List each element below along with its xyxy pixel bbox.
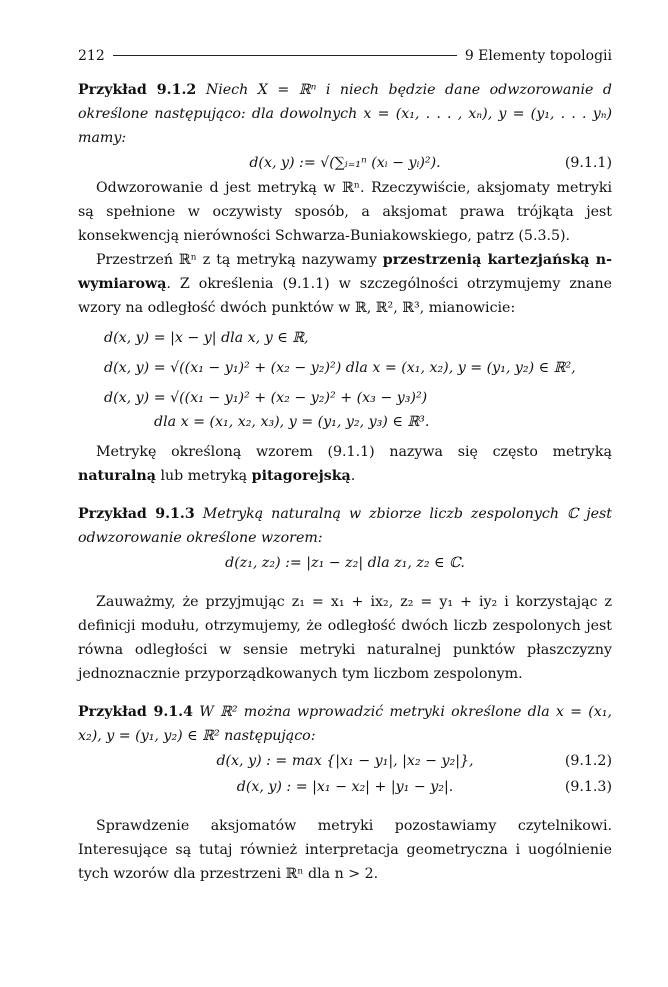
example-label: Przykład 9.1.2 — [78, 82, 197, 98]
equation-number: (9.1.1) — [564, 155, 612, 171]
equation: d(x, y) : = |x₁ − x₂| + |y₁ − y₂|. — [236, 779, 454, 795]
equation-number: (9.1.2) — [564, 753, 612, 769]
page — [78, 44, 612, 886]
example-statement: Niech X = ℝⁿ i niech będzie dane odwzorowanie d określone następująco: dla dowolnych x = (x₁, . . . , xₙ), y = (y₁, . . . yₙ) mamy: — [78, 82, 612, 146]
paragraph: Odwzorowanie d jest metryką w ℝⁿ. Rzeczywiście, aksjomaty metryki są spełnione w oczywisty sposób, a aksjomat prawa trójkąta jest konsekwencją nierówności Schwarza-Buniakowskiego, patrz (5.3.5). — [78, 180, 612, 244]
page-number: 212 — [78, 48, 105, 64]
equation-number: (9.1.3) — [564, 779, 612, 795]
text: . Z określenia (9.1.1) w szczególności otrzymujemy znane wzory na odległość dwóch punktów w ℝ, ℝ², ℝ³, mianowicie: — [78, 276, 612, 316]
equation-9-1-2 — [78, 748, 612, 774]
paragraph — [78, 248, 612, 320]
text: Metrykę określoną wzorem (9.1.1) nazywa się często metryką — [96, 444, 612, 460]
formula-r3: d(x, y) = √((x₁ − y₁)² + (x₂ − y₂)² + (x₃ − y₃)²) — [104, 390, 428, 406]
text: Przestrzeń ℝⁿ z tą metryką nazywamy — [96, 252, 383, 268]
bold-term: naturalną — [78, 468, 156, 484]
example-label: Przykład 9.1.3 — [78, 506, 195, 522]
paragraph — [78, 440, 612, 488]
paragraph: Sprawdzenie aksjomatów metryki pozostawiamy czytelnikowi. Interesujące są tutaj również interpretacja geometryczna i uogólnienie tych wzorów dla przestrzeni ℝⁿ dla n > 2. — [78, 818, 612, 882]
bold-term: przestrzenią kartezjańską n-wymiarową — [78, 252, 612, 292]
formula-r2: d(x, y) = √((x₁ − y₁)² + (x₂ − y₂)²) dla x = (x₁, x₂), y = (y₁, y₂) ∈ ℝ², — [104, 360, 576, 376]
equation-9-1-3 — [78, 774, 612, 800]
equation-9-1-1 — [78, 150, 612, 176]
header-rule — [113, 55, 457, 56]
example-9-1-3 — [78, 502, 612, 550]
formula-r1: d(x, y) = |x − y| dla x, y ∈ ℝ, — [104, 330, 309, 346]
chapter-title: 9 Elementy topologii — [464, 48, 612, 64]
equation: d(z₁, z₂) := |z₁ − z₂| dla z₁, z₂ ∈ ℂ. — [225, 555, 465, 571]
example-label: Przykład 9.1.4 — [78, 704, 193, 720]
running-header — [78, 44, 612, 68]
equation-complex — [78, 550, 612, 576]
text: lub metryką — [155, 468, 252, 484]
example-statement: W ℝ² można wprowadzić metryki określone dla x = (x₁, x₂), y = (y₁, y₂) ∈ ℝ² następująco: — [78, 704, 612, 744]
example-statement: Metryką naturalną w zbiorze liczb zespolonych ℂ jest odwzorowanie określone wzorem: — [78, 506, 613, 546]
text: . — [350, 468, 356, 484]
example-9-1-4 — [78, 700, 612, 748]
example-9-1-2 — [78, 78, 612, 150]
equation: d(x, y) := √(∑ᵢ₌₁ⁿ (xᵢ − yᵢ)²). — [249, 155, 441, 171]
equation: d(x, y) : = max {|x₁ − y₁|, |x₂ − y₂|}, — [216, 753, 474, 769]
formula-r3-domain: dla x = (x₁, x₂, x₃), y = (y₁, y₂, y₃) ∈ ℝ³. — [154, 414, 430, 430]
bold-term: pitagorejską — [251, 468, 351, 484]
paragraph: Zauważmy, że przyjmując z₁ = x₁ + ix₂, z₂ = y₁ + iy₂ i korzystając z definicji modułu, otrzymujemy, że odległość dwóch liczb zespolonych jest równa odległości w sensie metryki naturalnej punktów płaszczyzny jednoznacznie przyporządkowanych tym liczbom zespolonym. — [78, 594, 612, 682]
